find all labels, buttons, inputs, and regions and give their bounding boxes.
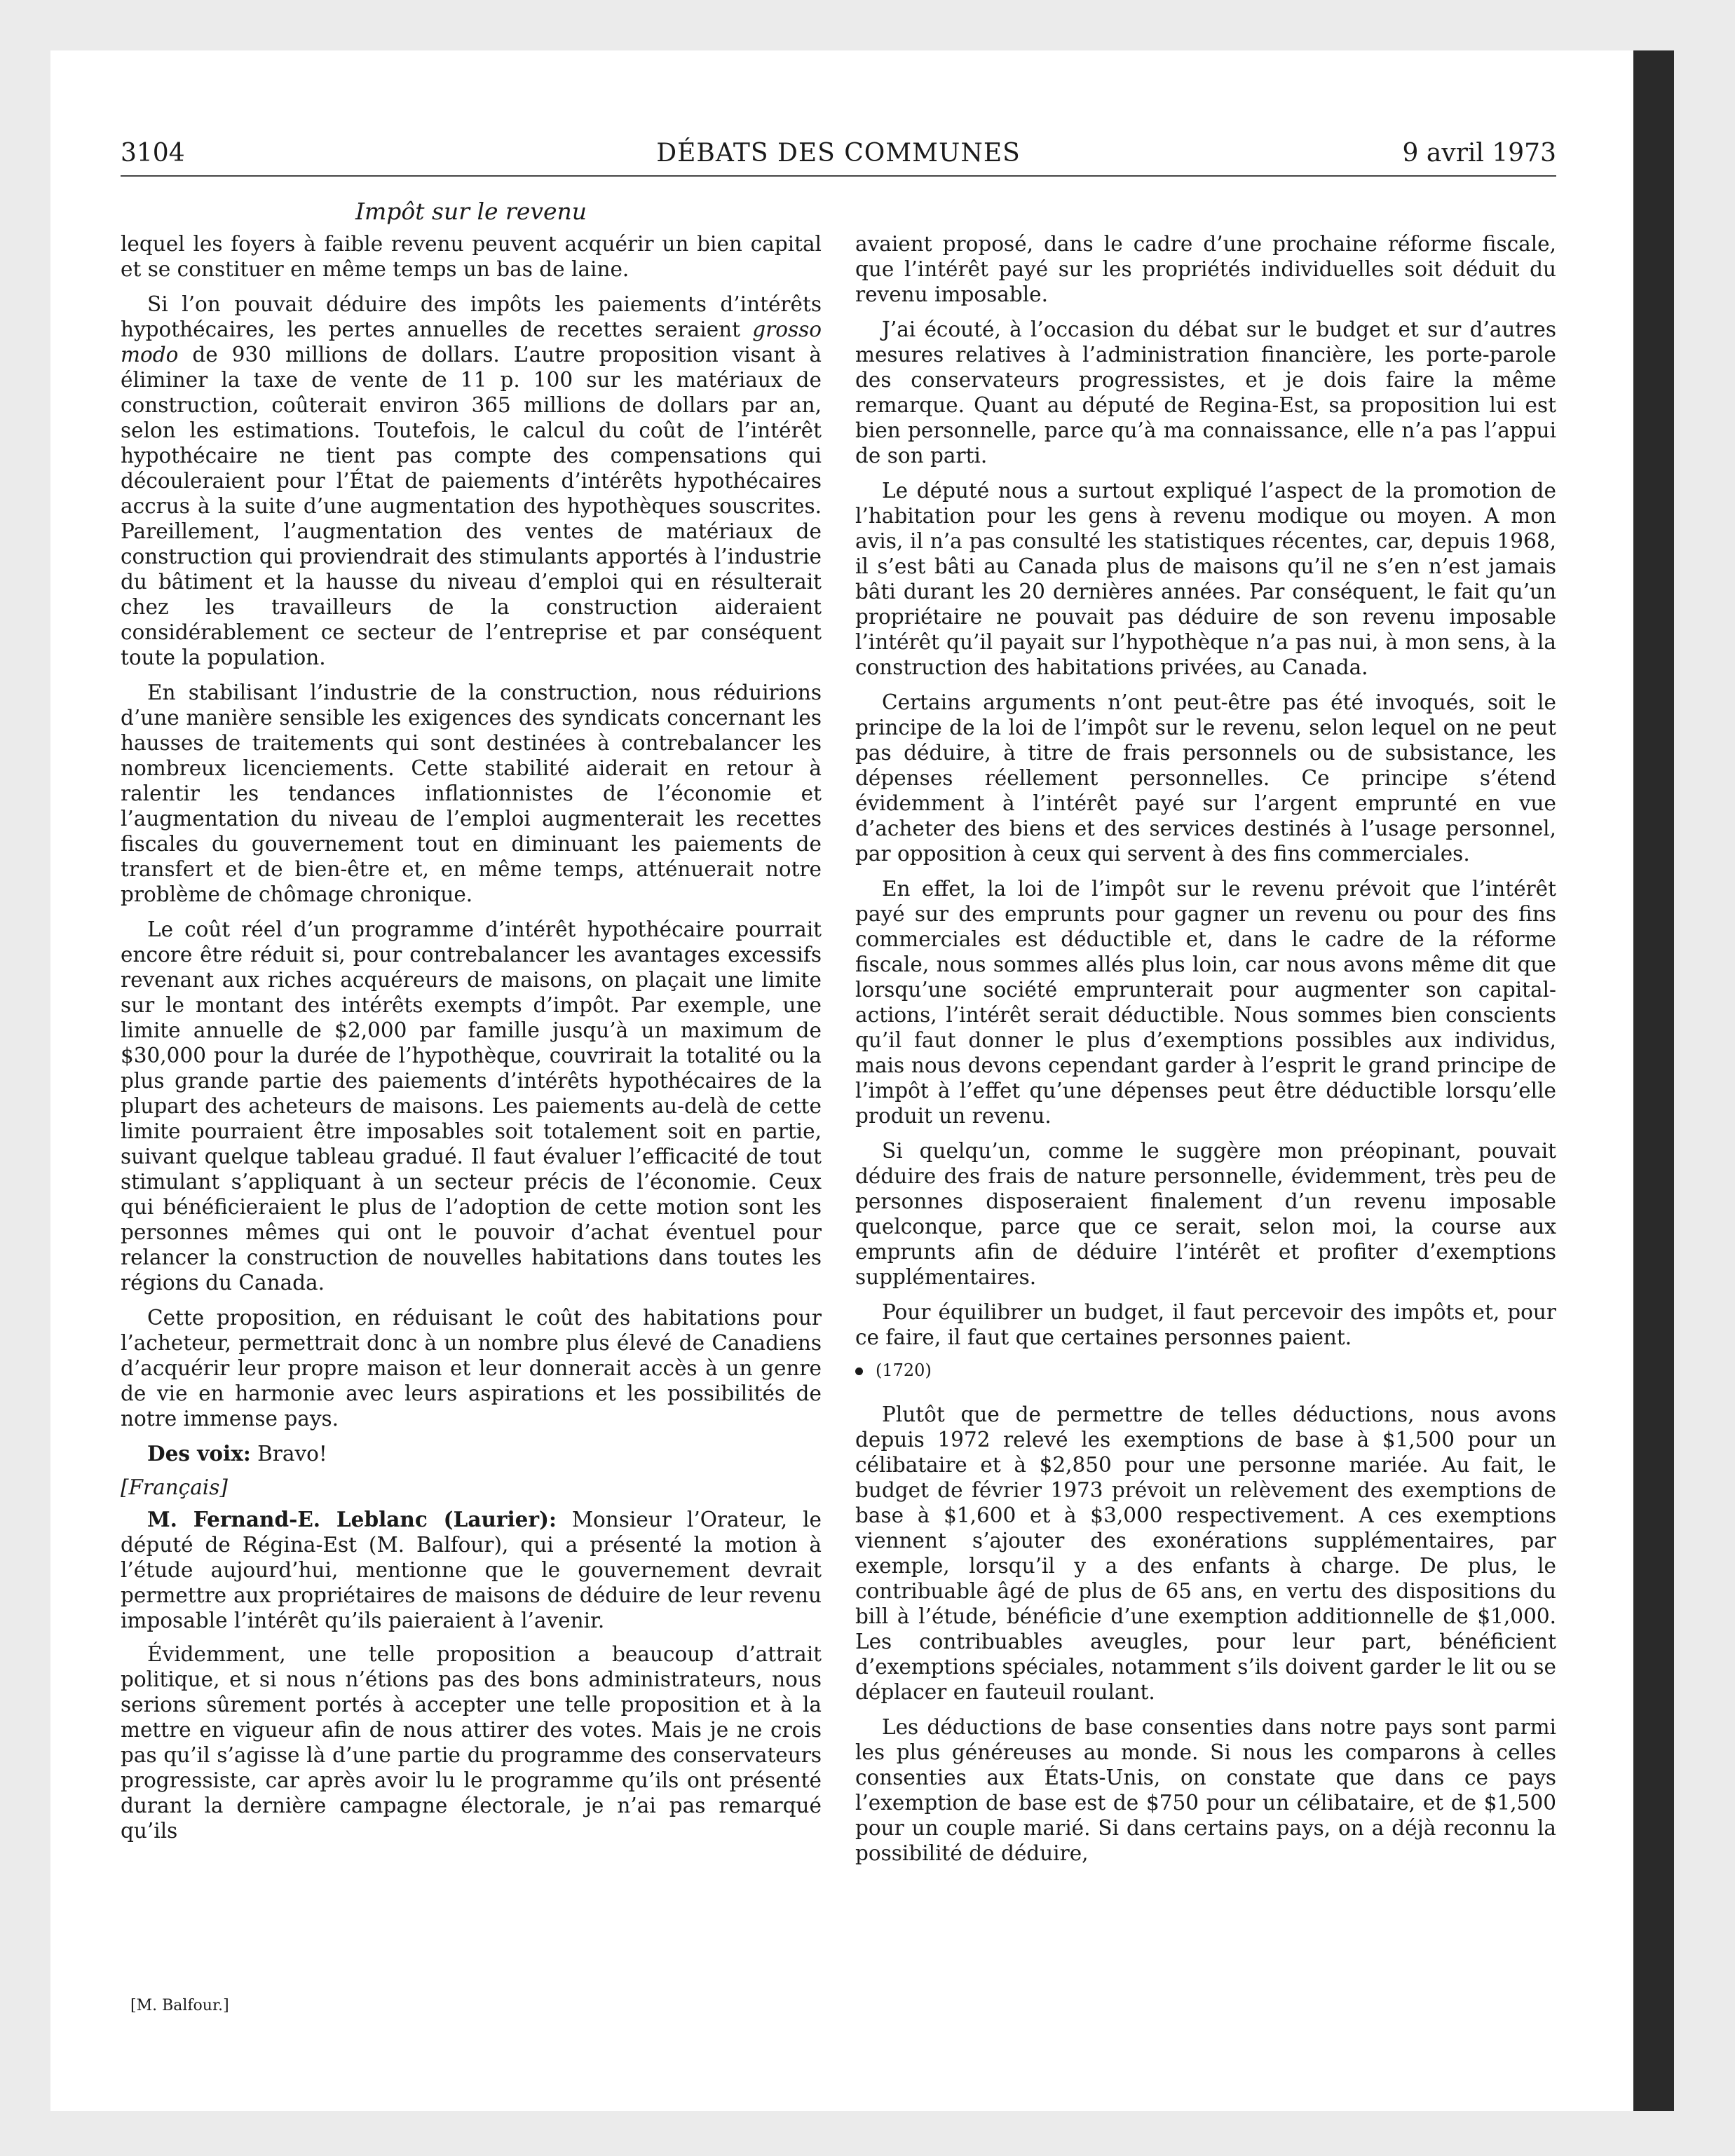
speaker-caption: [M. Balfour.] [130, 1997, 229, 2014]
paragraph: Le député nous a surtout expliqué l’aspect de la promotion de l’habitation pour les gens à revenu modique ou moyen. A mon avis, il n’a pas consulté les statistiques récentes, car, depuis 1968, il s’est bâti au Canada plus de maisons qu’il ne s’en n’est jamais bâti durant les 20 dernières années. Par conséquent, le fait qu’un propriétaire ne pouvait pas déduire de son revenu imposable l’intérêt qu’il payait sur l’hypothèque n’a pas nui, à mon sens, à la construction des habitations privées, au Canada. [855, 479, 1556, 679]
paragraph: Évidemment, une telle proposition a beaucoup d’attrait politique, et si nous n’étions pas des bons administrateurs, nous serions sûrement portés à accepter une telle proposition et à la mettre en vigueur afin de nous attirer des votes. Mais je ne crois pas qu’il s’agisse là d’une partie du programme des conservateurs progressiste, car après avoir lu le programme qu’ils ont présenté durant la dernière campagne électorale, je n’ai pas remarqué qu’ils [121, 1642, 822, 1843]
section-title: Impôt sur le revenu [355, 198, 587, 225]
interjection [121, 1441, 822, 1466]
paragraph: avaient proposé, dans le cadre d’une prochaine réforme fiscale, que l’intérêt payé sur les propriétés individuelles soit déduit du revenu imposable. [855, 232, 1556, 306]
language-tag: [Français] [121, 1475, 228, 1499]
paragraph: Le coût réel d’un programme d’intérêt hypothécaire pourrait encore être réduit si, pour contrebalancer les avantages excessifs revenant aux riches acquéreurs de maisons, on plaçait une limite sur le montant des intérêts exempts d’impôt. Par exemple, une limite annuelle de $2,000 par famille jusqu’à un maximum de $30,000 pour la durée de l’hypothèque, couvrirait la totalité ou la plus grande partie des paiements d’intérêts hypothécaires de la plupart des acheteurs de maisons. Les paiements au-delà de cette limite pourraient être imposables soit totalement soit en partie, suivant quelque tableau gradué. Il faut évaluer l’efficacité de tout stimulant s’appliquant à un secteur précis de l’économie. Ceux qui bénéficieraient le plus de l’adoption de cette motion sont les personnes mêmes qui ont le pouvoir d’achat éventuel pour relancer la construction de nouvelles habitations dans toutes les régions du Canada. [121, 917, 822, 1295]
paragraph: Si l’on pouvait déduire des impôts les paiements d’intérêts hypothécaires, les pertes annuelles de recettes seraient grosso modo de 930 millions de dollars. L’autre proposition visant à éliminer la taxe de vente de 11 p. 100 sur les matériaux de construction, coûterait environ 365 millions de dollars par an, selon les estimations. Toutefois, le calcul du coût de l’intérêt hypothécaire ne tient pas compte des compensations qui découleraient pour l’État de paiements d’intérêts hypothécaires accrus à la suite d’une augmentation des hypothèques souscrites. Pareillement, l’augmentation des ventes de matériaux de construction qui proviendrait des stimulants apportés à l’industrie du bâtiment et la hausse du niveau d’emploi qui en résulterait chez les travailleurs de la construction aideraient considérablement ce secteur de l’entreprise et par conséquent toute la population. [121, 292, 822, 669]
paragraph: Pour équilibrer un budget, il faut percevoir des impôts et, pour ce faire, il faut que certaines personnes paient. [855, 1300, 1556, 1349]
bullet-icon [855, 1367, 863, 1375]
paragraph: En effet, la loi de l’impôt sur le revenu prévoit que l’intérêt payé sur des emprunts pour gagner un revenu ou pour des fins commerciales est déductible et, dans le cadre de la réforme fiscale, nous sommes allés plus loin, car nous avons même dit que lorsqu’une société emprunterait pour augmenter son capital-actions, l’intérêt serait déductible. Nous sommes bien conscients qu’il faut donner le plus d’exemptions possibles aux individus, mais nous devons cependant garder à l’esprit le grand principe de l’impôt à l’effet qu’une dépenses peut être déductible lorsqu’elle produit un revenu. [855, 877, 1556, 1128]
paragraph: Les déductions de base consenties dans notre pays sont parmi les plus généreuses au monde. Si nous les comparons à celles consenties aux États-Unis, on constate que dans ce pays l’exemption de base est de $750 pour un célibataire, et de $1,500 pour un couple marié. Si dans certains pays, on a déjà reconnu la possibilité de déduire, [855, 1715, 1556, 1865]
paragraph: En stabilisant l’industrie de la construction, nous réduirions d’une manière sensible les exigences des syndicats concernant les hausses de traitements qui sont destinées à contrebalancer les nombreux licenciements. Cette stabilité aiderait en retour à ralentir les tendances inflationnistes de l’économie et l’augmentation du niveau de l’emploi augmenterait les recettes fiscales du gouvernement tout en diminuant les paiements de transfert et de bien-être et, en même temps, atténuerait notre problème de chômage chronique. [121, 681, 822, 906]
paragraph: Plutôt que de permettre de telles déductions, nous avons depuis 1972 relevé les exemptions de base à $1,500 pour un célibataire et à $2,850 pour une personne mariée. Au fait, le budget de février 1973 prévoit un relèvement des exemptions de base à $1,600 et à $3,000 respectivement. A ces exemptions viennent s’ajouter des exonérations supplémentaires, par exemple, lorsqu’il y a des enfants à charge. De plus, le contribuable âgé de plus de 65 ans, en vertu des dispositions du bill à l’étude, bénéficie d’une exemption additionnelle de $1,000. Les contribuables aveugles, pour leur part, bénéficient d’exemptions spéciales, notamment s’ils doivent garder le lit ou se déplacer en fauteuil roulant. [855, 1403, 1556, 1704]
speaker-name: M. Fernand-E. Leblanc (Laurier): [147, 1507, 557, 1531]
paragraph: J’ai écouté, à l’occasion du débat sur le budget et sur d’autres mesures relatives à l’administration financière, les porte-parole des conservateurs progressistes, et je dois faire la même remarque. Quant au député de Regina-Est, sa proposition lui est bien personnelle, parce qu’à ma connaissance, elle n’a pas l’appui de son parti. [855, 318, 1556, 468]
running-head [121, 137, 1556, 177]
time-marker: (1720) [855, 1360, 1556, 1381]
paragraph: Certains arguments n’ont peut-être pas été invoqués, soit le principe de la loi de l’impôt sur le revenu, selon lequel on ne peut pas déduire, à titre de frais personnels ou de subsistance, les dépenses réellement personnelles. Ce principe s’étend évidemment à l’intérêt payé sur l’argent emprunté en vue d’acheter des biens et des services destinés à l’usage personnel, par opposition à ceux qui servent à des fins commerciales. [855, 690, 1556, 866]
voices-label: Des voix: [147, 1441, 251, 1466]
journal-title: DÉBATS DES COMMUNES [656, 139, 1021, 168]
right-column [855, 231, 1556, 1876]
left-column [121, 231, 822, 1853]
italic-term: grosso modo [121, 318, 822, 367]
paragraph: Cette proposition, en réduisant le coût des habitations pour l’acheteur, permettrait donc à un nombre plus élevé de Canadiens d’acquérir leur propre maison et leur donnerait accès à un genre de vie en harmonie avec leurs aspirations et les possibilités de notre immense pays. [121, 1306, 822, 1431]
speech-opening: M. Fernand-E. Leblanc (Laurier): Monsieur l’Orateur, le député de Régina-Est (M. Balfour), qui a présenté la motion à l’étude aujourd’hui, mentionne que le gouvernement devrait permettre aux propriétaires de maisons de déduire de leur revenu imposable l’intérêt qu’ils paieraient à l’avenir. [121, 1507, 822, 1632]
paragraph: Si quelqu’un, comme le suggère mon préopinant, pouvait déduire des frais de nature personnelle, évidemment, très peu de personnes disposeraient finalement d’un revenu imposable quelconque, parce que ce serait, selon moi, la course aux emprunts afin de déduire l’intérêt et profiter d’exemptions supplémentaires. [855, 1139, 1556, 1289]
scan-edge-shadow [1633, 50, 1674, 2111]
header-date: 9 avril 1973 [1402, 139, 1556, 168]
page-number: 3104 [121, 139, 185, 168]
paragraph: lequel les foyers à faible revenu peuvent acquérir un bien capital et se constituer en même temps un bas de laine. [121, 232, 822, 281]
voices-text: Bravo! [250, 1442, 327, 1466]
